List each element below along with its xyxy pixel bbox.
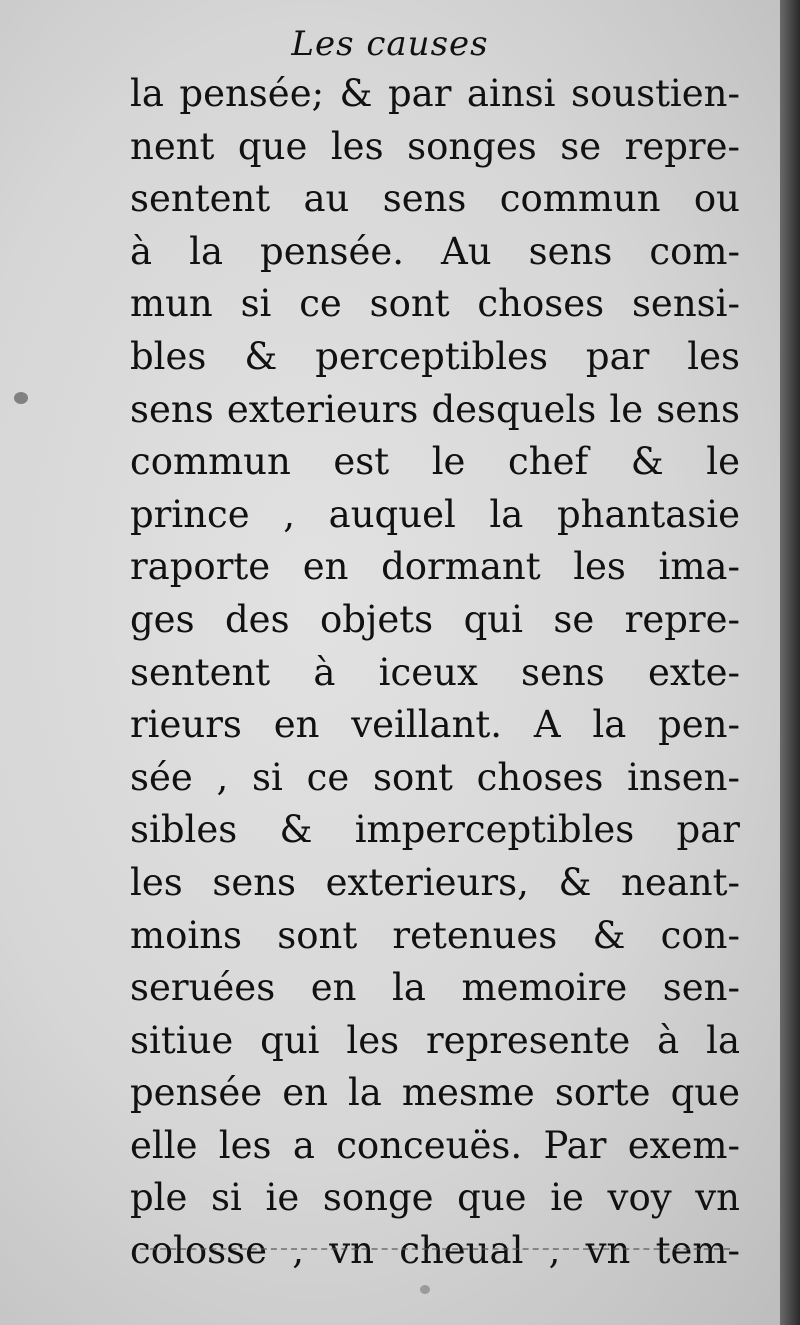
text-line: mun si ce sont choses sensi- [130, 282, 740, 326]
text-line: les sens exterieurs, & neant- [130, 860, 740, 904]
text-line: sentent au sens commun ou [130, 177, 740, 221]
text-line: sibles & imperceptibles par [130, 808, 740, 852]
text-line: colosse , vn cheual , vn tem- [130, 1229, 740, 1273]
book-gutter [780, 0, 800, 1325]
text-line: la pensée; & par ainsi soustien- [130, 72, 740, 115]
text-line: pensée en la mesme sorte que [130, 1071, 740, 1115]
text-line: bles & perceptibles par les [130, 334, 740, 378]
text-line: sitiue qui les represente à la [130, 1018, 740, 1062]
text-line: ges des objets qui se repre- [130, 597, 740, 641]
text-line: rieurs en veillant. A la pen- [130, 703, 740, 747]
text-line: moins sont retenues & con- [130, 913, 740, 957]
text-line: nent que les songes se repre- [130, 124, 740, 168]
page-edge-rule [140, 1248, 730, 1250]
running-head: Les causes [291, 24, 489, 64]
text-line: commun est le chef & le [130, 440, 740, 484]
text-line: elle les a conceuës. Par exem- [130, 1123, 740, 1167]
text-line: sée , si ce sont choses insen- [130, 755, 740, 799]
text-line: ple si ie songe que ie voy vn [130, 1176, 740, 1220]
ink-spot [14, 392, 28, 404]
text-line: seruées en la memoire sen- [130, 966, 740, 1010]
text-line: à la pensée. Au sens com- [130, 229, 740, 273]
text-line: sentent à iceux sens exte- [130, 650, 740, 694]
text-line: sens exterieurs desquels le sens [130, 387, 740, 431]
ink-spot [420, 1285, 430, 1294]
text-line: raporte en dormant les ima- [130, 545, 740, 589]
body-text [130, 68, 740, 1278]
text-line: prince , auquel la phantasie [130, 492, 740, 536]
